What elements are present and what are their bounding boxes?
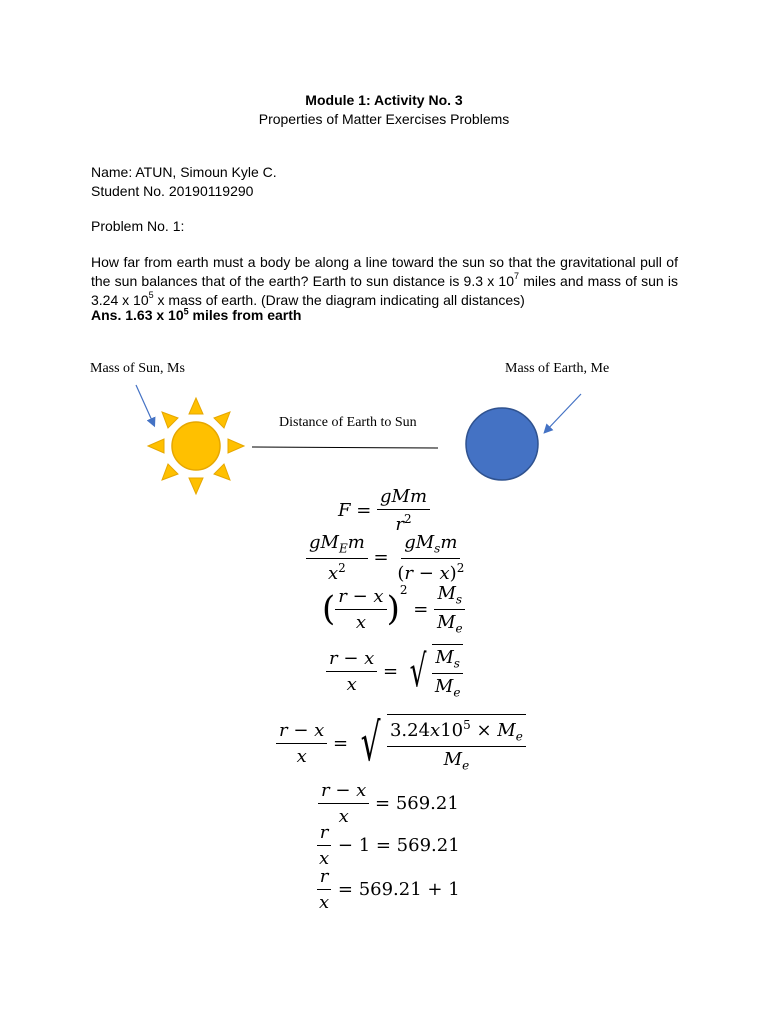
equation-ratio-root: $\frac{r - x}{x}$ = √ $\frac{M_s}{M_e}$ — [326, 644, 463, 699]
equation-result-2: $\frac{r}{x}$ − 1 = 569.21 — [316, 822, 460, 869]
problem-text: How far from earth must a body be along a line toward the sun so that the gravitational pull of the sun balances that of the earth? Earth to sun distance is 9.3 x $10^7$ miles and mass of sun is 3.24 x $10^5$ x mass of earth. (Draw the diagram indicating all distances) — [91, 254, 678, 308]
sun-icon — [148, 398, 244, 494]
sun-mass-label: Mass of Sun, Ms — [90, 361, 185, 376]
diagram-svg — [0, 0, 768, 500]
earth-arrow-icon — [545, 394, 581, 432]
sun-arrow-icon — [136, 385, 154, 425]
equation-ratio-squared: ( $\frac{r - x}{x}$ ) $^2$ = $\frac{M_s}{M_e}$ — [322, 583, 466, 635]
equation-result-3: $\frac{r}{x}$ = 569.21 + 1 — [316, 866, 460, 913]
answer-text: Ans. 1.63 x $10^5$ miles from earth — [91, 306, 302, 323]
distance-label: Distance of Earth to Sun — [279, 415, 417, 430]
equation-force: F = $\frac{\text{gMm}}{r^2}$ — [338, 486, 430, 535]
page-subtitle: Properties of Matter Exercises Problems — [258, 111, 510, 127]
equation-substitution: $\frac{r - x}{x}$ = √ $\frac{3.24x10^5 \times M_e}{M_e}$ — [276, 714, 526, 772]
distance-line — [252, 447, 438, 448]
earth-mass-label: Mass of Earth, Me — [505, 361, 610, 376]
earth-icon — [466, 408, 538, 480]
student-number: Student No. 20190119290 — [91, 183, 254, 199]
equation-result-1: $\frac{r - x}{x}$ = 569.21 — [318, 780, 459, 827]
problem-label: Problem No. 1: — [91, 218, 185, 234]
page-title: Module 1: Activity No. 3 — [305, 92, 463, 108]
equation-balance: $\frac{gM_Em}{x^2}$ = $\frac{gM_sm}{(r - x)^2}$ — [306, 532, 467, 584]
student-name: Name: ATUN, Simoun Kyle C. — [91, 164, 277, 180]
